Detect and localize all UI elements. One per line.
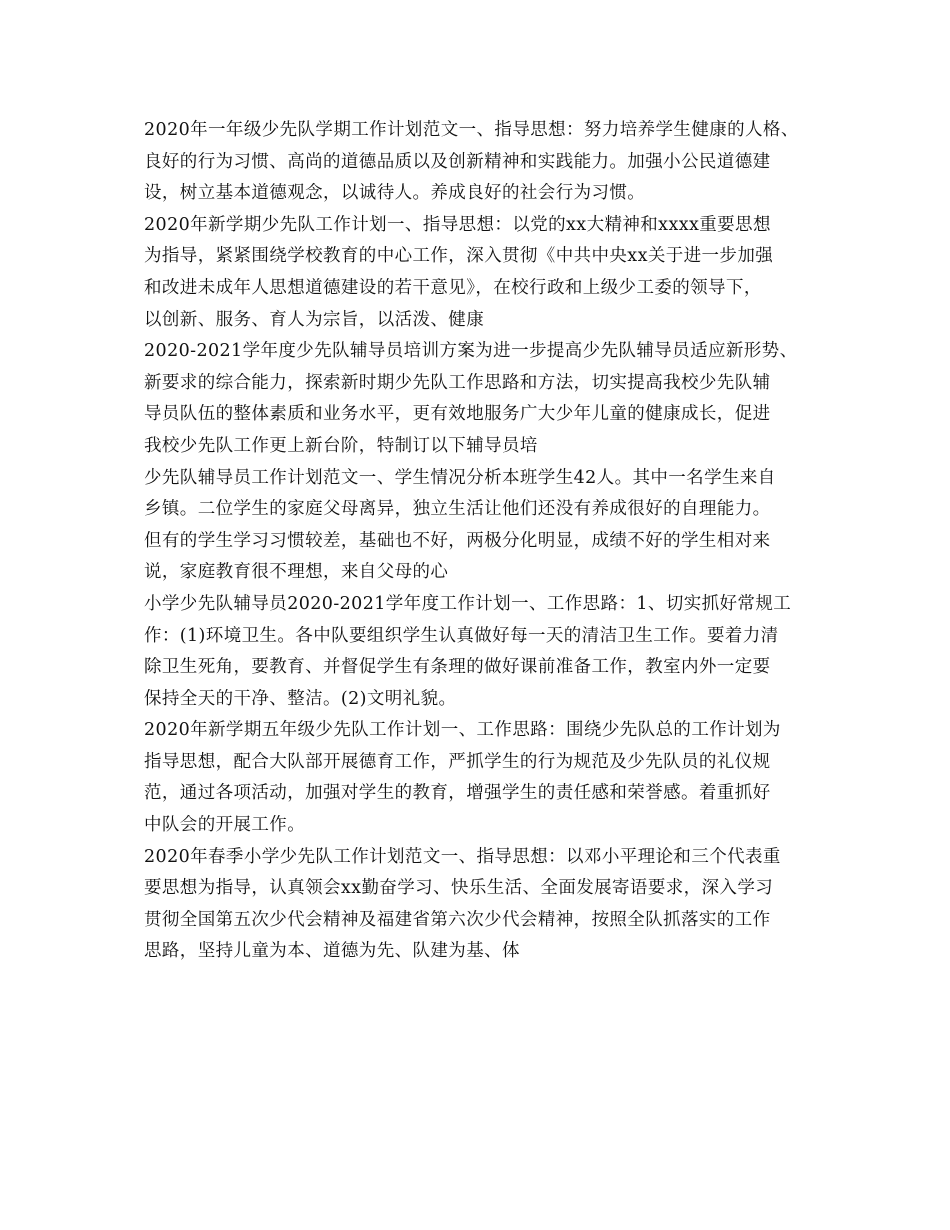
text-line: 除卫生死角，要教育、并督促学生有条理的做好课前准备工作，教室内外一定要 — [144, 657, 771, 678]
text-line: 中队会的开展工作。 — [144, 815, 306, 836]
text-line: 我校少先队工作更上新台阶，特制订以下辅导员培 — [144, 435, 538, 456]
text-line: 保持全天的干净、整洁。(2)文明礼貌。 — [144, 688, 457, 709]
text-line: 乡镇。二位学生的家庭父母离异，独立生活让他们还没有养成很好的自理能力。 — [144, 499, 771, 520]
text-line: 导员队伍的整体素质和业务水平，更有效地服务广大少年儿童的健康成长，促进 — [144, 404, 771, 425]
text-line: 设，树立基本道德观念，以诚待人。养成良好的社会行为习惯。 — [144, 183, 646, 204]
text-line: 思路，坚持儿童为本、道德为先、队建为基、体 — [144, 941, 520, 962]
text-line: 作：(1)环境卫生。各中队要组织学生认真做好每一天的清洁卫生工作。要着力清 — [144, 625, 779, 646]
text-line: 新要求的综合能力，探索新时期少先队工作思路和方法，切实提高我校少先队辅 — [144, 372, 771, 393]
text-line: 少先队辅导员工作计划范文一、学生情况分析本班学生42人。其中一名学生来自 — [144, 467, 776, 488]
text-line: 以创新、服务、育人为宗旨，以活泼、健康 — [144, 309, 485, 330]
text-line: 说，家庭教育很不理想，来自父母的心 — [144, 562, 449, 583]
text-line: 但有的学生学习习惯较差，基础也不好，两极分化明显，成绩不好的学生相对来 — [144, 530, 771, 551]
text-line: 范，通过各项活动，加强对学生的教育，增强学生的责任感和荣誉感。着重抓好 — [144, 783, 771, 804]
text-line: 小学少先队辅导员2020-2021学年度工作计划一、工作思路：1、切实抓好常规工 — [144, 593, 792, 614]
paragraph-6 — [144, 715, 824, 841]
text-line: 指导思想，配合大队部开展德育工作，严抓学生的行为规范及少先队员的礼仪规 — [144, 751, 771, 772]
paragraph-7 — [144, 842, 824, 968]
text-line: 2020年春季小学少先队工作计划范文一、指导思想：以邓小平理论和三个代表重 — [144, 846, 781, 867]
paragraph-5 — [144, 589, 824, 715]
text-line: 2020年新学期少先队工作计划一、指导思想：以党的xx大精神和xxxx重要思想 — [144, 214, 771, 235]
text-line: 和改进未成年人思想道德建设的若干意见》，在校行政和上级少工委的领导下， — [144, 277, 762, 298]
paragraph-2 — [144, 210, 824, 336]
paragraph-4 — [144, 463, 824, 589]
text-line: 2020-2021学年度少先队辅导员培训方案为进一步提高少先队辅导员适应新形势、 — [144, 341, 798, 362]
text-line: 贯彻全国第五次少代会精神及福建省第六次少代会精神，按照全队抓落实的工作 — [144, 909, 771, 930]
paragraph-1 — [144, 115, 824, 210]
document-body — [144, 115, 824, 968]
paragraph-3 — [144, 336, 824, 462]
text-line: 2020年新学期五年级少先队工作计划一、工作思路：围绕少先队总的工作计划为 — [144, 720, 781, 741]
text-line: 2020年一年级少先队学期工作计划范文一、指导思想：努力培养学生健康的人格、 — [144, 120, 799, 140]
text-line: 要思想为指导，认真领会xx勤奋学习、快乐生活、全面发展寄语要求，深入学习 — [144, 878, 774, 899]
text-line: 为指导，紧紧围绕学校教育的中心工作，深入贯彻《中共中央xx关于进一步加强 — [144, 246, 774, 267]
text-line: 良好的行为习惯、高尚的道德品质以及创新精神和实践能力。加强小公民道德建 — [144, 151, 771, 172]
